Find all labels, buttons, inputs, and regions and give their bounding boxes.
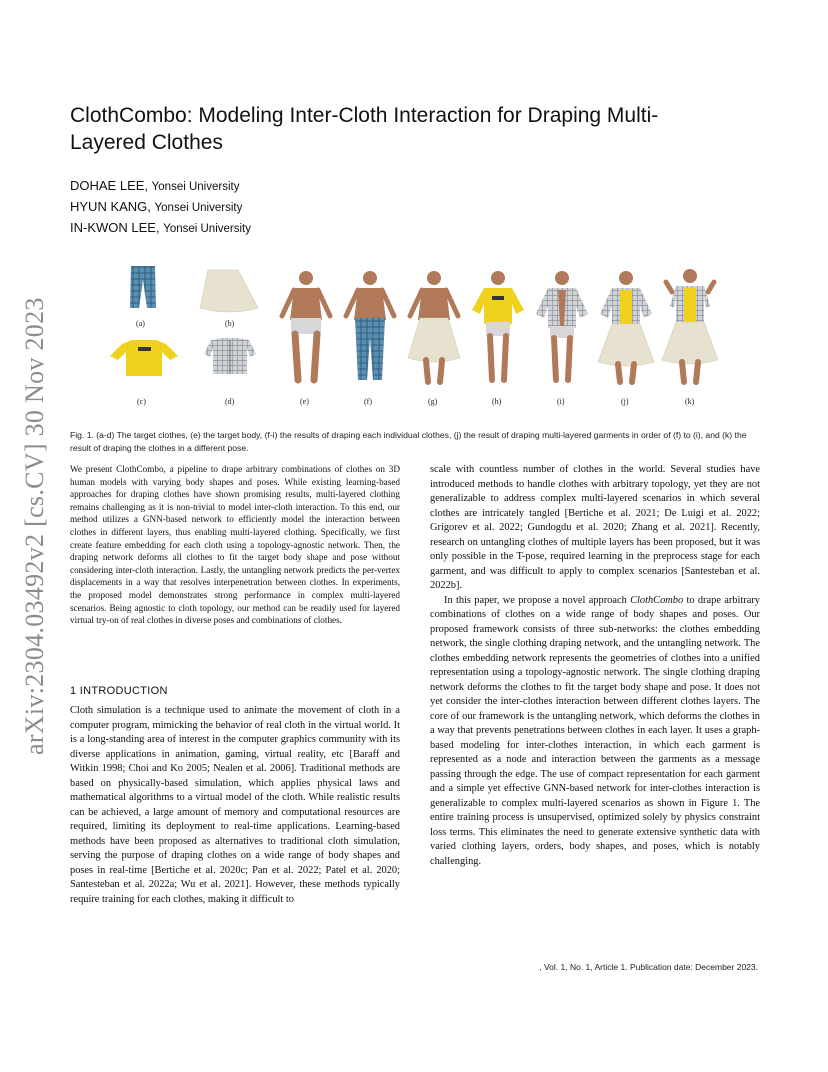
label-c: (c) bbox=[137, 397, 146, 406]
intro-paragraph-1-continued: scale with countless number of clothes in the world. Several studies have introduced methods to handle clothes with arbitrary topology, yet they are not generalizable to address complex multi-layered scenarios in which several clothes are intricately tangled [Bertiche et al. 2021; De Luigi et al. 2022; Grigorev et al. 2022; Gundogdu et al. 2020; Zhang et al. 2021]. Recently, research on untangling clothes of multiple layers has been proposed, but it was only possible in the T-pose, required learning in the preprocess stage for each garment, and was difficult to apply to complex scenarios [Santesteban et al. 2022b]. bbox=[430, 464, 760, 591]
figure-e-body bbox=[282, 271, 330, 380]
label-h: (h) bbox=[492, 397, 502, 406]
figure-k-layered-pose bbox=[662, 269, 718, 382]
garment-jacket bbox=[204, 338, 256, 374]
author-1: DOHAE LEE, Yonsei University bbox=[70, 178, 240, 193]
figure-caption: Fig. 1. (a-d) The target clothes, (e) the target body, (f-i) the results of draping each individual clothes, (j) the result of draping multi-layered garments in order of (f) to (i), and (k) the result of draping the clothes in a different pose. bbox=[70, 430, 747, 453]
arxiv-stamp: arXiv:2304.03492v2 [cs.CV] 30 Nov 2023 bbox=[20, 297, 49, 755]
intro-paragraph-2: In this paper, we propose a novel approach ClothCombo to drape arbitrary combinations of clothes on a wide range of body shapes and poses. Our proposed framework consists of three sub-networks: the clothes embedding network, the single clothing draping network, and the untangling network. The clothes embedding network represents the geometries of clothes into a unified representation using a topology-agnostic network. The single clothing draping network deforms the clothes to fit the target body shape and pose. It does not yet consider the inter-clothes interaction between different clothes layers. The core of our framework is the untangling network, which deforms the clothes in a way that prevents penetrations between clothes in each layer. It uses a graph-based modeling for inter-clothes interaction, in which each garment is represented as a node and interaction between the garments as a message passing through the edge. The use of compact representation for each garment and a simple yet effective GNN-based network for inter-clothes interaction is generalizable to complex multi-layered scenarios as shown in Figure 1. The entire training process is unsupervised, optimized solely by physics constraint loss terms. This eliminates the need to generate extensive synthetic data with varied clothing layers, orders, body shapes, and poses, which is notably challenging. bbox=[430, 594, 760, 867]
label-i: (i) bbox=[557, 397, 565, 406]
right-column bbox=[430, 463, 760, 869]
figure-g-skirt bbox=[408, 271, 460, 382]
abstract: We present ClothCombo, a pipeline to drape arbitrary combinations of clothes on 3D human models with varying body shapes and poses. While existing learning-based approaches for draping clothes have shown promising results, multi-layered clothing remains challenging as it is non-trivial to model inter-cloth interaction. To this end, our method utilizes a GNN-based network to efficiently model the interaction between clothes in different layers, thus enabling multi-layered clothing. Specifically, we first create feature embedding for each cloth using a topology-agnostic network. Then, the draping network deforms all clothes to fit the target body shape and pose without considering inter-cloth interaction. Lastly, the untangling network predicts the per-vertex displacements in a way that resolves interpenetration between clothes. In experiments, the proposed model demonstrates strong performance in complex multi-layered scenarios. Being agnostic to cloth topology, our method can be readily used for layered virtual try-on of real clothes in diverse poses and combinations of clothes. bbox=[70, 464, 400, 626]
label-k: (k) bbox=[685, 397, 695, 406]
page-footer: , Vol. 1, No. 1, Article 1. Publication date: December 2023. bbox=[539, 962, 758, 972]
garment-skirt bbox=[200, 270, 258, 312]
figure-i-jacket bbox=[536, 271, 588, 380]
label-g: (g) bbox=[428, 397, 438, 406]
paper-title: ClothCombo: Modeling Inter-Cloth Interaction for Draping Multi-Layered Clothes bbox=[70, 104, 659, 154]
label-b: (b) bbox=[225, 319, 235, 328]
teaser-illustration bbox=[70, 258, 760, 410]
section-heading-introduction: 1 INTRODUCTION bbox=[70, 685, 168, 697]
label-d: (d) bbox=[225, 397, 235, 406]
garment-pants bbox=[130, 266, 156, 308]
author-3: IN-KWON LEE, Yonsei University bbox=[70, 220, 251, 235]
author-2: HYUN KANG, Yonsei University bbox=[70, 199, 243, 214]
label-a: (a) bbox=[136, 319, 145, 328]
label-j: (j) bbox=[621, 397, 629, 406]
teaser-figure bbox=[70, 258, 760, 410]
figure-f-pants bbox=[346, 271, 394, 380]
author-list bbox=[70, 176, 251, 239]
label-f: (f) bbox=[364, 397, 372, 406]
intro-paragraph-1: Cloth simulation is a technique used to animate the movement of cloth in a computer program, mimicking the behavior of real cloth in the virtual world. It is a long-standing area of interest in the computer graphics community with its diverse applications in animation, gaming, virtual reality, etc [Baraff and Witkin 1998; Choi and Ko 2005; Nealen et al. 2006]. Traditional methods are based on physically-based simulation, which applies physical laws and mathematical algorithms to a virtual model of the cloth. While realistic results can be achieved, a large amount of memory and computational resources are required, limiting its deployment to real-time applications. Learning-based methods have been proposed as alternatives to traditional cloth simulation, serving the purpose of draping clothes on a wide range of body shapes and poses in real-time [Bertiche et al. 2020c; Pan et al. 2022; Patel et al. 2020; Santesteban et al. 2022a; Wu et al. 2021]. However, these methods typically require training for each clothes, making it difficult to bbox=[70, 705, 400, 905]
figure-h-sweater bbox=[472, 271, 524, 380]
garment-sweater bbox=[110, 340, 178, 376]
figure-j-layered bbox=[598, 271, 654, 382]
label-e: (e) bbox=[300, 397, 309, 406]
